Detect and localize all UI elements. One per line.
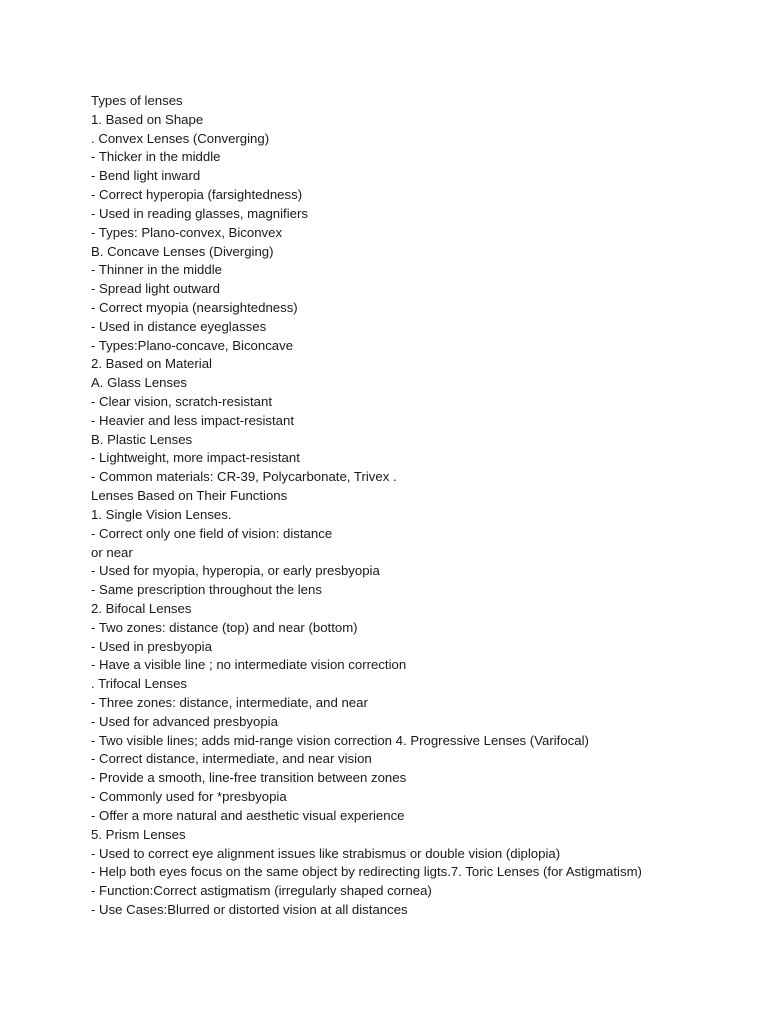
bullet-line: - Provide a smooth, line-free transition between zones (91, 770, 407, 786)
bullet-line: - Used for advanced presbyopia (91, 713, 278, 729)
subsection-heading: 1. Single Vision Lenses. (91, 506, 232, 522)
bullet-line: - Correct hyperopia (farsightedness) (91, 187, 303, 203)
bullet-line: - Types: Plano-convex, Biconvex (91, 224, 283, 240)
bullet-line: - Used to correct eye alignment issues like strabismus or double vision (diplopia) (91, 845, 561, 861)
bullet-line: - Used in presbyopia (91, 638, 212, 654)
bullet-line: - Use Cases:Blurred or distorted vision at all distances (91, 901, 408, 917)
bullet-line: - Used for myopia, hyperopia, or early presbyopia (91, 563, 380, 579)
bullet-line: - Offer a more natural and aesthetic visual experience (91, 807, 405, 823)
bullet-line: - Lightweight, more impact-resistant (91, 450, 300, 466)
document-body (91, 92, 751, 920)
bullet-line: - Thinner in the middle (91, 262, 222, 278)
bullet-line: - Bend light inward (91, 168, 201, 184)
subsection-heading: 5. Prism Lenses (91, 826, 186, 842)
bullet-line: - Used in distance eyeglasses (91, 318, 267, 334)
bullet-line: - Correct myopia (nearsightedness) (91, 299, 298, 315)
section-heading: 2. Based on Material (91, 356, 212, 372)
subsection-heading: 2. Bifocal Lenses (91, 600, 192, 616)
text-line: or near (91, 544, 133, 560)
bullet-line: - Types:Plano-concave, Biconcave (91, 337, 294, 353)
bullet-line: - Commonly used for *presbyopia (91, 789, 287, 805)
bullet-line: - Common materials: CR-39, Polycarbonate, Trivex . (91, 469, 397, 485)
subsection-heading: B. Concave Lenses (Diverging) (91, 243, 274, 259)
bullet-line: - Thicker in the middle (91, 149, 221, 165)
bullet-line: - Spread light outward (91, 281, 221, 297)
bullet-line: - Two zones: distance (top) and near (bottom) (91, 619, 358, 635)
bullet-line: - Same prescription throughout the lens (91, 582, 322, 598)
section-heading: Lenses Based on Their Functions (91, 488, 288, 504)
bullet-line: - Two visible lines; adds mid-range vision correction 4. Progressive Lenses (Varifocal) (91, 732, 589, 748)
section-heading: 1. Based on Shape (91, 111, 204, 127)
bullet-line: - Have a visible line ; no intermediate vision correction (91, 657, 407, 673)
bullet-line: - Heavier and less impact-resistant (91, 412, 295, 428)
subsection-heading: . Trifocal Lenses (91, 676, 188, 692)
subsection-heading: A. Glass Lenses (91, 375, 188, 391)
bullet-line: - Correct only one field of vision: distance (91, 525, 333, 541)
bullet-line: - Help both eyes focus on the same object by redirecting ligts.7. Toric Lenses (for Astigmatism) (91, 864, 642, 880)
document-title: Types of lenses (91, 93, 183, 108)
bullet-line: - Used in reading glasses, magnifiers (91, 205, 308, 221)
subsection-heading: . Convex Lenses (Converging) (91, 130, 270, 146)
bullet-line: - Clear vision, scratch-resistant (91, 394, 273, 409)
subsection-heading: B. Plastic Lenses (91, 431, 193, 447)
bullet-line: - Three zones: distance, intermediate, and near (91, 695, 368, 710)
bullet-line: - Correct distance, intermediate, and near vision (91, 751, 372, 767)
bullet-line: - Function:Correct astigmatism (irregularly shaped cornea) (91, 883, 432, 899)
